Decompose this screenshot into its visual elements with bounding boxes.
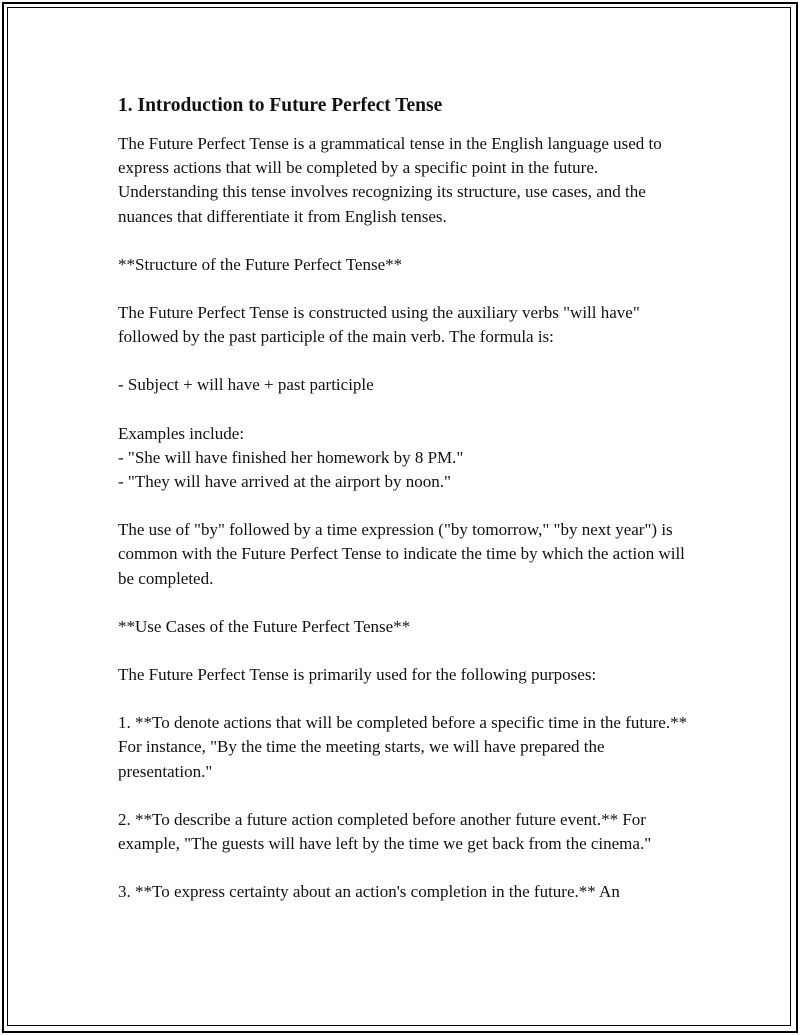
examples-label: Examples include:: [118, 423, 245, 443]
document-body: [118, 94, 698, 928]
intro-paragraph: The Future Perfect Tense is a grammatical tense in the English language used to express actions that will be completed by a specific point in the future. Understanding this tense involves recognizing its structure, use cases, and the nuances that differentiate it from English tenses.: [118, 134, 662, 226]
structure-paragraph: The Future Perfect Tense is constructed using the auxiliary verbs "will have" followed by the past participle of the main verb. The formula is:: [118, 303, 640, 347]
example-2: - "They will have arrived at the airport by noon.": [118, 472, 451, 492]
formula-line: - Subject + will have + past participle: [118, 375, 374, 395]
by-usage-paragraph: The use of "by" followed by a time expression ("by tomorrow," "by next year") is common with the Future Perfect Tense to indicate the time by which the action will be completed.: [118, 520, 685, 588]
use-case-3: 3. **To express certainty about an action's completion in the future.** An: [118, 882, 620, 902]
use-cases-intro: The Future Perfect Tense is primarily used for the following purposes:: [118, 665, 597, 685]
structure-subheading: **Structure of the Future Perfect Tense**: [118, 254, 403, 274]
use-case-1: 1. **To denote actions that will be completed before a specific time in the future.** For instance, "By the time the meeting starts, we will have prepared the presentation.": [118, 713, 688, 781]
example-1: - "She will have finished her homework by 8 PM.": [118, 447, 464, 467]
section-heading: 1. Introduction to Future Perfect Tense: [118, 95, 443, 116]
use-cases-subheading: **Use Cases of the Future Perfect Tense**: [118, 616, 411, 636]
use-case-2: 2. **To describe a future action completed before another future event.** For example, "The guests will have left by the time we get back from the cinema.": [118, 809, 652, 854]
